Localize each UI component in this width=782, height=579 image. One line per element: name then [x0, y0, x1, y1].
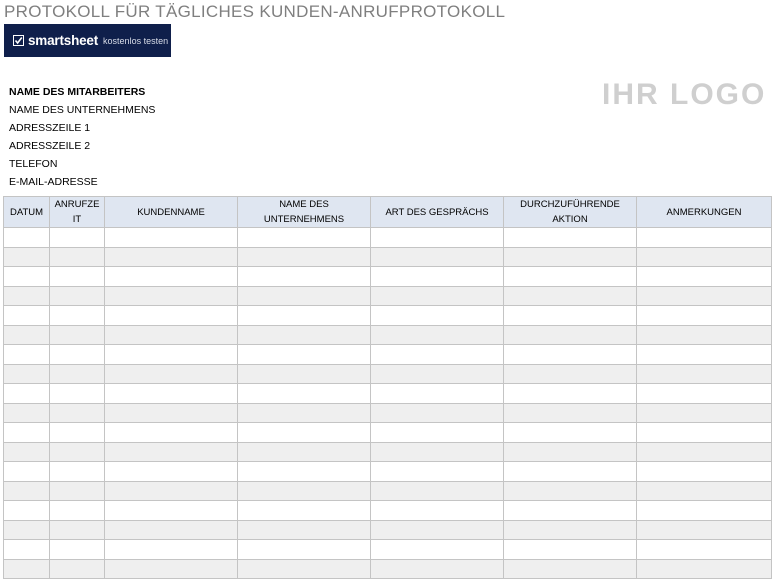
table-cell[interactable]	[105, 345, 238, 365]
table-cell[interactable]	[50, 247, 105, 267]
free-trial-link[interactable]: kostenlos testen	[103, 35, 169, 46]
table-row	[4, 481, 772, 501]
table-cell[interactable]	[371, 384, 504, 404]
table-cell[interactable]	[50, 384, 105, 404]
table-cell[interactable]	[504, 345, 637, 365]
email-address: E-MAIL-ADRESSE	[9, 176, 98, 188]
table-row	[4, 442, 772, 462]
table-cell[interactable]	[371, 306, 504, 326]
table-cell[interactable]	[4, 247, 50, 267]
table-cell[interactable]	[105, 501, 238, 521]
table-cell[interactable]	[504, 286, 637, 306]
column-header-date: DATUM	[4, 197, 50, 228]
table-cell[interactable]	[4, 403, 50, 423]
table-cell[interactable]	[371, 442, 504, 462]
table-cell[interactable]	[637, 228, 772, 248]
table-cell[interactable]	[504, 384, 637, 404]
table-cell[interactable]	[371, 286, 504, 306]
table-cell[interactable]	[238, 247, 371, 267]
table-cell[interactable]	[50, 228, 105, 248]
address-line-2: ADRESSZEILE 2	[9, 140, 91, 152]
table-cell[interactable]	[504, 325, 637, 345]
table-cell[interactable]	[371, 325, 504, 345]
table-cell[interactable]	[4, 520, 50, 540]
table-cell[interactable]	[637, 501, 772, 521]
table-cell[interactable]	[238, 286, 371, 306]
table-cell[interactable]	[504, 247, 637, 267]
column-header-call-type: ART DES GESPRÄCHS	[371, 197, 504, 228]
table-cell[interactable]	[637, 286, 772, 306]
table-cell[interactable]	[238, 559, 371, 579]
column-header-action: DURCHZUFÜHRENDE AKTION	[504, 197, 637, 228]
table-cell[interactable]	[50, 325, 105, 345]
table-cell[interactable]	[637, 247, 772, 267]
table-cell[interactable]	[637, 442, 772, 462]
table-cell[interactable]	[105, 267, 238, 287]
page-title: PROTOKOLL FÜR TÄGLICHES KUNDEN-ANRUFPROTOKOLL	[4, 2, 506, 21]
table-cell[interactable]	[504, 520, 637, 540]
table-cell[interactable]	[238, 384, 371, 404]
table-cell[interactable]	[4, 462, 50, 482]
brand-name: smartsheet	[28, 33, 99, 48]
table-cell[interactable]	[238, 306, 371, 326]
table-cell[interactable]	[50, 345, 105, 365]
table-cell[interactable]	[504, 403, 637, 423]
table-cell[interactable]	[4, 306, 50, 326]
employee-name: NAME DES MITARBEITERS	[9, 86, 146, 98]
table-cell[interactable]	[50, 286, 105, 306]
table-cell[interactable]	[4, 442, 50, 462]
table-cell[interactable]	[105, 247, 238, 267]
table-cell[interactable]	[238, 442, 371, 462]
table-cell[interactable]	[637, 403, 772, 423]
table-cell[interactable]	[50, 364, 105, 384]
table-cell[interactable]	[4, 364, 50, 384]
table-cell[interactable]	[4, 559, 50, 579]
table-cell[interactable]	[105, 559, 238, 579]
table-cell[interactable]	[504, 267, 637, 287]
table-cell[interactable]	[238, 520, 371, 540]
table-cell[interactable]	[4, 286, 50, 306]
table-row	[4, 403, 772, 423]
table-cell[interactable]	[50, 423, 105, 443]
table-row	[4, 325, 772, 345]
table-cell[interactable]	[105, 403, 238, 423]
table-cell[interactable]	[371, 423, 504, 443]
table-cell[interactable]	[238, 364, 371, 384]
column-header-call-time: ANRUFZE IT	[50, 197, 105, 228]
table-cell[interactable]	[371, 267, 504, 287]
table-cell[interactable]	[238, 540, 371, 560]
column-header-notes: ANMERKUNGEN	[637, 197, 772, 228]
table-cell[interactable]	[105, 462, 238, 482]
table-cell[interactable]	[238, 462, 371, 482]
table-cell[interactable]	[105, 423, 238, 443]
table-cell[interactable]	[238, 325, 371, 345]
table-cell[interactable]	[105, 520, 238, 540]
checkmark-icon	[13, 35, 24, 46]
logo-placeholder: IHR LOGO	[602, 78, 767, 111]
table-cell[interactable]	[4, 384, 50, 404]
table-cell[interactable]	[238, 228, 371, 248]
table-cell[interactable]	[504, 540, 637, 560]
table-cell[interactable]	[371, 228, 504, 248]
table-cell[interactable]	[4, 267, 50, 287]
table-cell[interactable]	[50, 520, 105, 540]
table-cell[interactable]	[4, 540, 50, 560]
table-cell[interactable]	[371, 520, 504, 540]
table-row	[4, 462, 772, 482]
table-cell[interactable]	[504, 481, 637, 501]
table-cell[interactable]	[105, 325, 238, 345]
table-cell[interactable]	[504, 228, 637, 248]
table-cell[interactable]	[50, 442, 105, 462]
table-cell[interactable]	[504, 462, 637, 482]
table-cell[interactable]	[371, 403, 504, 423]
table-cell[interactable]	[504, 501, 637, 521]
table-cell[interactable]	[371, 247, 504, 267]
table-row	[4, 520, 772, 540]
table-row	[4, 228, 772, 248]
table-cell[interactable]	[50, 306, 105, 326]
call-log-table	[3, 196, 772, 579]
table-cell[interactable]	[637, 423, 772, 443]
table-row	[4, 364, 772, 384]
table-cell[interactable]	[371, 501, 504, 521]
table-cell[interactable]	[4, 423, 50, 443]
table-cell[interactable]	[105, 228, 238, 248]
table-cell[interactable]	[637, 325, 772, 345]
column-header-customer-name: KUNDENNAME	[105, 197, 238, 228]
table-cell[interactable]	[371, 540, 504, 560]
table-cell[interactable]	[50, 540, 105, 560]
table-cell[interactable]	[371, 462, 504, 482]
table-cell[interactable]	[637, 520, 772, 540]
table-cell[interactable]	[371, 481, 504, 501]
table-cell[interactable]	[504, 306, 637, 326]
company-name: NAME DES UNTERNEHMENS	[9, 104, 156, 116]
table-cell[interactable]	[238, 345, 371, 365]
table-row	[4, 267, 772, 287]
table-cell[interactable]	[637, 481, 772, 501]
table-row	[4, 345, 772, 365]
table-cell[interactable]	[637, 462, 772, 482]
table-cell[interactable]	[637, 267, 772, 287]
table-cell[interactable]	[371, 345, 504, 365]
table-cell[interactable]	[238, 501, 371, 521]
table-cell[interactable]	[50, 462, 105, 482]
table-cell[interactable]	[238, 481, 371, 501]
table-header-row	[4, 197, 772, 228]
table-cell[interactable]	[105, 540, 238, 560]
table-cell[interactable]	[637, 306, 772, 326]
table-cell[interactable]	[504, 423, 637, 443]
table-cell[interactable]	[4, 345, 50, 365]
table-cell[interactable]	[105, 286, 238, 306]
table-cell[interactable]	[371, 364, 504, 384]
table-cell[interactable]	[4, 481, 50, 501]
table-cell[interactable]	[105, 384, 238, 404]
table-cell[interactable]	[637, 345, 772, 365]
table-cell[interactable]	[238, 423, 371, 443]
table-cell[interactable]	[4, 325, 50, 345]
table-row	[4, 286, 772, 306]
table-cell[interactable]	[50, 481, 105, 501]
table-cell[interactable]	[50, 267, 105, 287]
table-cell[interactable]	[238, 403, 371, 423]
table-row	[4, 501, 772, 521]
table-row	[4, 540, 772, 560]
table-cell[interactable]	[50, 501, 105, 521]
table-row	[4, 306, 772, 326]
table-row	[4, 423, 772, 443]
column-header-company-name: NAME DES UNTERNEHMENS	[238, 197, 371, 228]
table-cell[interactable]	[50, 403, 105, 423]
smartsheet-banner[interactable]	[4, 24, 171, 57]
table-cell[interactable]	[637, 384, 772, 404]
table-cell[interactable]	[637, 559, 772, 579]
table-cell[interactable]	[504, 442, 637, 462]
phone: TELEFON	[9, 158, 58, 170]
table-cell[interactable]	[637, 540, 772, 560]
table-cell[interactable]	[105, 364, 238, 384]
table-cell[interactable]	[504, 559, 637, 579]
address-line-1: ADRESSZEILE 1	[9, 122, 91, 134]
table-cell[interactable]	[637, 364, 772, 384]
table-cell[interactable]	[50, 559, 105, 579]
table-cell[interactable]	[371, 559, 504, 579]
table-cell[interactable]	[105, 442, 238, 462]
table-cell[interactable]	[4, 501, 50, 521]
table-cell[interactable]	[105, 481, 238, 501]
table-cell[interactable]	[238, 267, 371, 287]
table-cell[interactable]	[504, 364, 637, 384]
table-cell[interactable]	[4, 228, 50, 248]
table-cell[interactable]	[105, 306, 238, 326]
table-row	[4, 559, 772, 579]
table-row	[4, 247, 772, 267]
table-row	[4, 384, 772, 404]
